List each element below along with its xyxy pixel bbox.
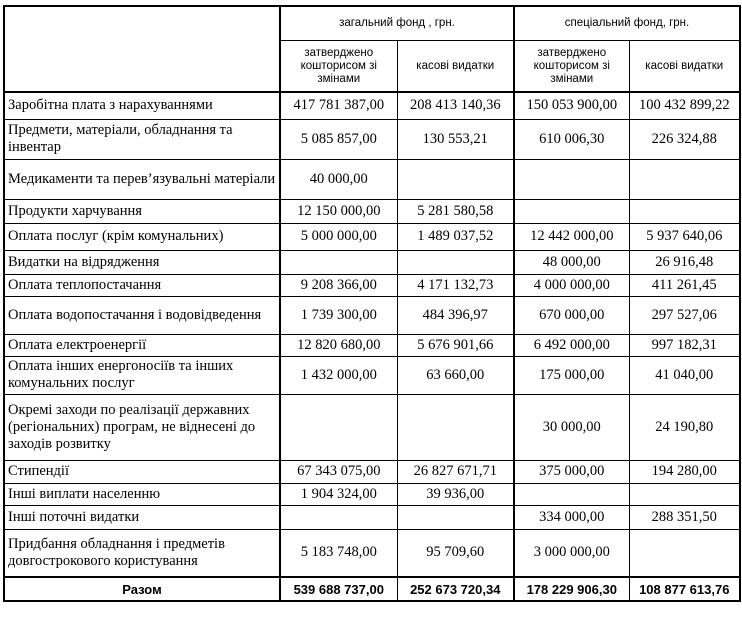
cell-general-approved: 5 085 857,00 [280,119,397,159]
row-label: Стипендії [4,460,280,483]
cell-special-approved: 150 053 900,00 [514,92,629,119]
table-row [4,529,740,577]
row-label: Інші поточні видатки [4,505,280,529]
total-general-cash: 252 673 720,34 [397,577,514,601]
header-row-funds [4,6,740,41]
table-row [4,505,740,529]
cell-general-cash [397,394,514,460]
cell-special-approved: 30 000,00 [514,394,629,460]
cell-special-approved: 4 000 000,00 [514,274,629,296]
cell-special-cash: 288 351,50 [629,505,740,529]
cell-general-approved [280,250,397,274]
cell-general-approved: 1 432 000,00 [280,356,397,394]
special-cash-header: касові видатки [629,41,740,93]
row-label: Оплата інших енергоносіїв та інших комунальних послуг [4,356,280,394]
row-label: Придбання обладнання і предметів довгострокового користування [4,529,280,577]
cell-general-approved: 67 343 075,00 [280,460,397,483]
row-label: Окремі заходи по реалізації державних (регіональних) програм, не віднесені до заходів розвитку [4,394,280,460]
cell-general-cash: 39 936,00 [397,483,514,505]
row-label: Оплата електроенергії [4,334,280,356]
cell-general-cash: 1 489 037,52 [397,223,514,250]
cell-special-approved [514,483,629,505]
cell-special-cash: 997 182,31 [629,334,740,356]
special-approved-header: затверджено кошторисом зі змінами [514,41,629,93]
cell-general-cash: 208 413 140,36 [397,92,514,119]
cell-general-cash: 130 553,21 [397,119,514,159]
table-row [4,356,740,394]
cell-general-cash [397,250,514,274]
cell-special-cash: 100 432 899,22 [629,92,740,119]
cell-special-cash [629,483,740,505]
cell-general-approved [280,505,397,529]
table-row [4,274,740,296]
budget-expenditure-table [3,5,741,602]
total-label: Разом [4,577,280,601]
row-label: Оплата водопостачання і водовідведення [4,296,280,334]
cell-special-cash [629,199,740,223]
table-row [4,199,740,223]
cell-general-approved: 1 739 300,00 [280,296,397,334]
cell-general-approved: 40 000,00 [280,159,397,199]
total-special-cash: 108 877 613,76 [629,577,740,601]
cell-general-cash: 95 709,60 [397,529,514,577]
cell-special-cash: 26 916,48 [629,250,740,274]
row-label: Заробітна плата з нарахуваннями [4,92,280,119]
table-row [4,223,740,250]
row-label: Оплата послуг (крім комунальних) [4,223,280,250]
cell-general-cash: 4 171 132,73 [397,274,514,296]
cell-general-cash: 63 660,00 [397,356,514,394]
table-row [4,250,740,274]
cell-special-approved: 48 000,00 [514,250,629,274]
total-row [4,577,740,601]
total-special-approved: 178 229 906,30 [514,577,629,601]
general-fund-header: загальний фонд , грн. [280,6,514,41]
total-general-approved: 539 688 737,00 [280,577,397,601]
cell-special-approved [514,199,629,223]
general-approved-header: затверджено кошторисом зі змінами [280,41,397,93]
cell-special-cash: 5 937 640,06 [629,223,740,250]
cell-special-approved: 670 000,00 [514,296,629,334]
cell-general-approved: 417 781 387,00 [280,92,397,119]
cell-special-approved: 12 442 000,00 [514,223,629,250]
cell-special-approved: 3 000 000,00 [514,529,629,577]
table-row [4,296,740,334]
cell-general-cash: 26 827 671,71 [397,460,514,483]
row-label: Інші виплати населенню [4,483,280,505]
cell-general-cash [397,505,514,529]
cell-special-cash: 194 280,00 [629,460,740,483]
cell-special-approved: 6 492 000,00 [514,334,629,356]
table-row [4,119,740,159]
row-label: Продукти харчування [4,199,280,223]
row-label: Предмети, матеріали, обладнання та інвентар [4,119,280,159]
cell-special-approved [514,159,629,199]
cell-special-cash [629,529,740,577]
cell-special-approved: 334 000,00 [514,505,629,529]
row-label: Видатки на відрядження [4,250,280,274]
budget-table-container [3,5,741,602]
cell-general-cash: 5 676 901,66 [397,334,514,356]
cell-special-approved: 375 000,00 [514,460,629,483]
cell-general-approved: 9 208 366,00 [280,274,397,296]
header-corner-cell [4,6,280,92]
cell-special-cash: 41 040,00 [629,356,740,394]
table-body [4,92,740,577]
cell-general-approved: 1 904 324,00 [280,483,397,505]
cell-special-cash: 297 527,06 [629,296,740,334]
cell-general-approved: 12 820 680,00 [280,334,397,356]
cell-general-approved: 5 183 748,00 [280,529,397,577]
special-fund-header: спеціальний фонд, грн. [514,6,740,41]
cell-special-cash: 226 324,88 [629,119,740,159]
table-row [4,394,740,460]
row-label: Оплата теплопостачання [4,274,280,296]
cell-general-cash: 5 281 580,58 [397,199,514,223]
cell-general-approved: 5 000 000,00 [280,223,397,250]
table-row [4,92,740,119]
table-row [4,483,740,505]
row-label: Медикаменти та перев’язувальні матеріали [4,159,280,199]
cell-general-cash: 484 396,97 [397,296,514,334]
cell-general-cash [397,159,514,199]
cell-special-cash: 411 261,45 [629,274,740,296]
table-row [4,460,740,483]
general-cash-header: касові видатки [397,41,514,93]
cell-general-approved: 12 150 000,00 [280,199,397,223]
cell-special-approved: 175 000,00 [514,356,629,394]
cell-special-cash [629,159,740,199]
cell-general-approved [280,394,397,460]
table-row [4,159,740,199]
cell-special-approved: 610 006,30 [514,119,629,159]
cell-special-cash: 24 190,80 [629,394,740,460]
table-row [4,334,740,356]
